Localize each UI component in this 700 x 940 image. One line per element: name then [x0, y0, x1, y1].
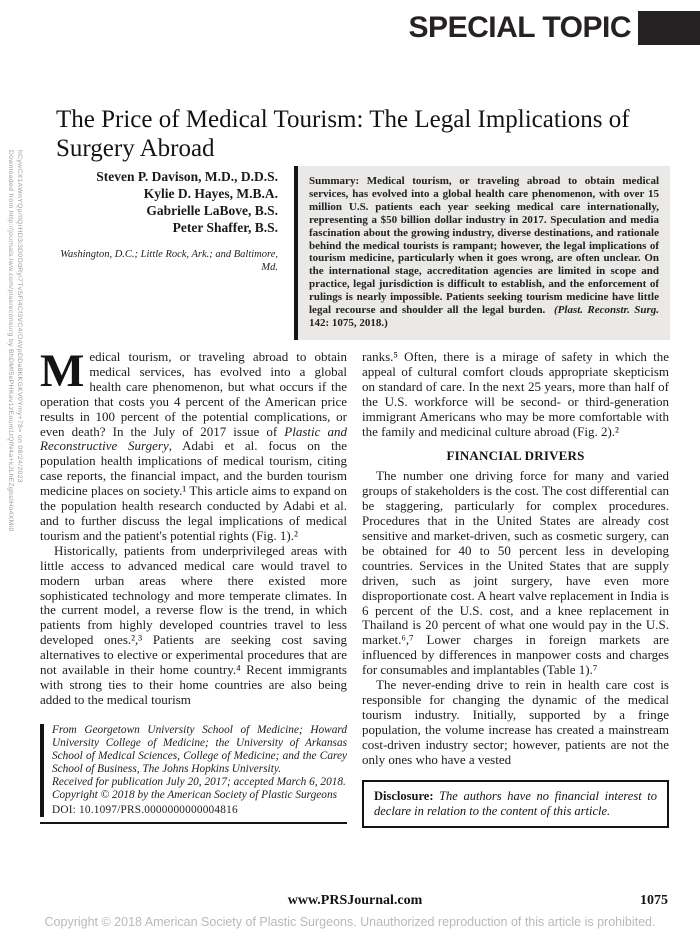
summary-box — [294, 166, 670, 340]
summary-citation-volume: 142: 1075, 2018.) — [309, 316, 388, 329]
body-paragraph-4: The number one driving force for many and varied groups of stakeholders is the cost. The cost differential can be staggering, particularly for complex procedures. Procedures that in the United States are already cost sensitive and market-driven, such as cosmetic surgery, can be obtained for 40 to 50 percent less in developing countries. Services in the United States that are supply driven, such as joint surgery, have even more disproportionate cost. A heart valve replacement in India is 6 percent of the U.S. cost, and a knee replacement in Thailand is 20 percent of what one would pay in the U.S. market.⁶,⁷ Lower charges in foreign markets are influenced by differences in manpower costs and charges for consumables and implantables (Table 1).⁷ — [362, 468, 669, 678]
byline-row — [56, 166, 670, 340]
journal-url: www.PRSJournal.com — [287, 893, 423, 908]
paragraph-text: , Adabi et al. focus on the population health implications of medical tourism, citing case reports, the financial impact, and the burden tourism medicine places on society.¹ This article aims to expand on the population health research conducted by Adabi et al. and to further discuss the legal implications of medical tourism and the patient's potential rights (Fig. 1).² — [40, 438, 348, 543]
section-label: SPECIAL TOPIC — [408, 11, 631, 44]
author-name: Gabrielle LaBove, B.S. — [146, 203, 278, 218]
section-heading-financial-drivers: FINANCIAL DRIVERS — [446, 448, 585, 464]
footnote-received: Received for publication July 20, 2017; accepted March 6, 2018. — [52, 776, 346, 789]
left-column — [40, 345, 348, 828]
author-locations: Washington, D.C.; Little Rock, Ark.; and Baltimore, Md. — [60, 249, 278, 273]
body-paragraph-1 — [40, 345, 348, 544]
footnote-affiliation: From Georgetown University School of Medicine; Howard University College of Medicine; the University of Arkansas School of Medical Sciences, College of Medicine; and the Carey School of Business, The Johns Hopkins University. — [52, 723, 347, 776]
download-watermark — [7, 150, 23, 532]
copyright-notice: Copyright © 2018 American Society of Plastic Surgeons. Unauthorized reproduction of this article is prohibited. — [44, 915, 656, 929]
section-header — [409, 10, 700, 46]
footnote-copyright: Copyright © 2018 by the American Society of Plastic Surgeons — [52, 789, 337, 802]
summary-citation-journal: (Plast. Reconstr. Surg. — [554, 304, 659, 317]
disclosure-text: The authors have no financial interest to declare in relation to the content of this article. — [374, 789, 657, 819]
article-title: The Price of Medical Tourism: The Legal Implications of Surgery Abroad — [56, 105, 630, 162]
download-watermark-line1: Downloaded from http://journals.lww.com/plasreconsurg by BhDMf5ePHKav1zEoum1tQfN4a+kJLhEZgbsIHo4XMi0 — [7, 150, 14, 532]
summary-label: Summary: — [309, 175, 360, 187]
body-paragraph-2: Historically, patients from underprivileged areas with little access to advanced medical care would travel to modern urban areas where there existed more sophisticated technology and more temperate climates. In the current model, a reverse flow is the trend, in which patients from highly developed countries travel to less developed ones.²,³ Patients are seeking cost saving alternatives to elective or experimental procedures that are not available in their home country.⁴ Recent immigrants with strong ties to their home countries are also being added to the medical tourism — [40, 542, 347, 707]
page-footer — [40, 893, 670, 913]
footnote-divider — [40, 822, 347, 824]
body-columns — [40, 345, 670, 828]
journal-name-italic: Plastic and Reconstructive Surgery — [40, 423, 347, 454]
author-name: Kylie D. Hayes, M.B.A. — [143, 186, 278, 201]
download-watermark-line2: hCywCX1AWnYQp/IlQrHD3i3D0OdRyi7TvSFl4Cf3VC4/OAVpDDa8KKGKV0Ymy+78= on 08/24/2023 — [16, 150, 23, 483]
footnote-doi: DOI: 10.1097/PRS.0000000000004816 — [52, 804, 238, 817]
paragraph-text: edical tourism, or traveling abroad to obtain medical services, has evolved into a global health care phenomenon, but what occurs if the operation that costs you 4 percent of the American price results in 100 percent of the potential complications, or even death? In the July of 2017 issue of — [40, 349, 347, 439]
right-column — [362, 350, 669, 828]
body-paragraph-3: ranks.⁵ Often, there is a mirage of safety in which the appeal of cultural comfort clouds appropriate skepticism on standard of care. In the next 25 years, more than half of the U.S. workforce will be second- or third-generation immigrant Americans who may be more comfortable with the family and medicinal culture abroad (Fig. 2).² — [362, 349, 669, 439]
author-name: Steven P. Davison, M.D., D.D.S. — [96, 169, 278, 184]
author-name: Peter Shaffer, B.S. — [172, 220, 278, 235]
page-number: 1075 — [640, 893, 668, 908]
author-block — [56, 166, 278, 340]
summary-body: Medical tourism, or traveling abroad to obtain medical services, has evolved into a global health care phenomenon, with over 15 million U.S. patients each year seeking medical care internationally, representing a $50 billion dollar industry in 2017. Speculation and media fascination about the growing industry, diverse destinations, and rationale behind the medical tourists is rampant; however, the legal implications of tourism medicine, particularly when it goes wrong, are often unclear. On the international stage, accreditation agencies are limited in scope and practice, legal jurisdiction is difficult to establish, and the enforcement of rulings is nearly impossible. Patients seeking tourism medicine have little legal recourse and shoulder all the legal burden. — [309, 175, 659, 317]
dropcap-letter: M — [40, 345, 85, 397]
disclosure-label: Disclosure: — [374, 789, 434, 804]
disclosure-box — [362, 780, 669, 828]
footnote-block — [40, 724, 347, 818]
header-black-bar — [638, 11, 700, 45]
body-paragraph-5: The never-ending drive to rein in health care cost is responsible for changing the dynamic of the medical tourism industry. Initially, supported by a fringe population, the volume increase has created a mainstream cost-driven industry sector; however, patients are not the only ones who have a vested — [362, 677, 669, 767]
